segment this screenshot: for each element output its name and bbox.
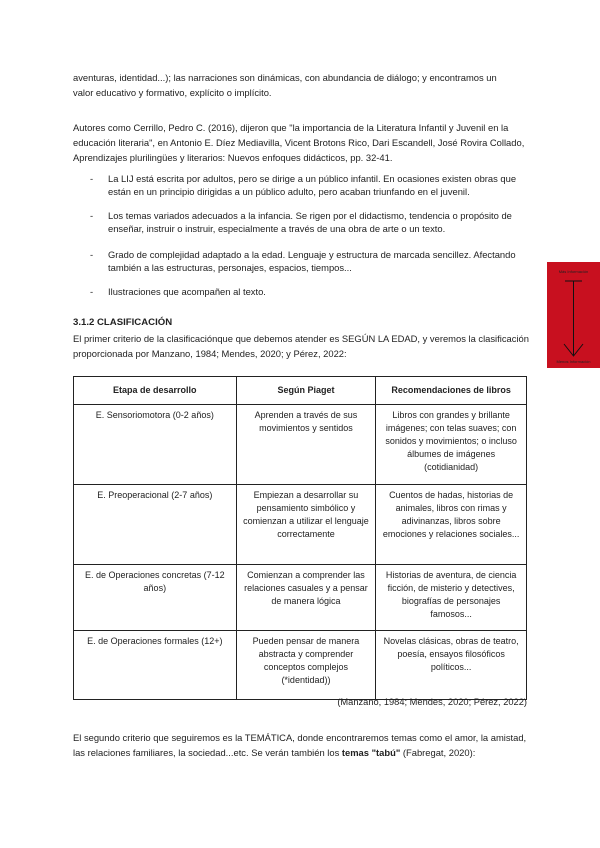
table-cell: Libros con grandes y brillante imágenes; con telas suaves; con sonidos y movimientos; o incluso álbumes de imágenes (cotidianidad) <box>376 405 527 485</box>
section-body: El primer criterio de la clasificaciónque que debemos atender es SEGÚN LA EDAD, y veremos la clasificación proporcionada por Manzano, 1984; Mendes, 2020; y Pérez, 2022: <box>73 333 529 359</box>
table-row <box>74 485 527 565</box>
intro-line-1: aventuras, identidad...); las narraciones son dinámicas, con abundancia de diálogo; y encontramos un <box>73 72 497 83</box>
table-cell: E. de Operaciones concretas (7-12 años) <box>74 565 237 631</box>
bullet-item <box>90 285 535 298</box>
side-tab-bottom-label: Menos Información <box>556 359 591 364</box>
side-tab-top-label: Más Información <box>558 269 589 274</box>
table-row <box>74 405 527 485</box>
bullet-text: Ilustraciones que acompañen al texto. <box>108 286 266 297</box>
closing-text-end: (Fabregat, 2020): <box>400 747 476 758</box>
bullet-dash: - <box>90 249 94 260</box>
bullet-dash: - <box>90 210 94 221</box>
bullet-item <box>90 172 535 198</box>
table-row <box>74 631 527 700</box>
bullet-dash: - <box>90 286 94 297</box>
table-header: Según Piaget <box>236 377 376 405</box>
table-cell: Aprenden a través de sus movimientos y sentidos <box>236 405 376 485</box>
bullet-text: Grado de complejidad adaptado a la edad. Lenguaje y estructura de marcada sencillez. Afectando también a las estructuras, personajes, espacios, tiempos... <box>108 249 516 273</box>
table-cell: E. Preoperacional (2-7 años) <box>74 485 237 565</box>
table-header: Etapa de desarrollo <box>74 377 237 405</box>
bullet-dash: - <box>90 173 94 184</box>
closing-bold-text: temas "tabú" <box>341 747 401 758</box>
side-info-tab[interactable] <box>547 262 600 368</box>
intro-paragraph <box>73 70 533 100</box>
table-row <box>74 565 527 631</box>
authors-paragraph: Autores como Cerrillo, Pedro C. (2016), dijeron que "la importancia de la Literatura Infantil y Juvenil en la educación literaria", en Antonio E. Díez Mediavilla, Vicent Brotons Rico, Dari Escandell, José Rovira Collado, Aprendizajes plurilingües y literarios: Nuevos enfoques didácticos, pp. 32-41. <box>73 122 525 163</box>
development-stages-table <box>73 376 527 700</box>
bullet-text: Los temas variados adecuados a la infancia. Se rigen por el didactismo, tendencia o propósito de enseñar, instruir o instruir, especialmente a través de una obra de arte o un texto. <box>108 210 512 234</box>
closing-text: El segundo criterio que seguiremos es la TEMÁTICA, donde encontraremos temas como el amor, la amistad, las relaciones familiares, la sociedad...etc. Se verán también los <box>73 732 527 758</box>
table-cell: E. de Operaciones formales (12+) <box>74 631 237 700</box>
bullet-text: La LIJ está escrita por adultos, pero se dirige a un público infantil. En ocasiones existen obras que están en un principio dirigidas a un público adulto, pero acaban triunfando en el juvenil. <box>108 173 517 197</box>
down-arrow-icon <box>547 262 600 368</box>
bullet-item <box>90 248 535 274</box>
table-cell: Empiezan a desarrollar su pensamiento simbólico y comienzan a utilizar el lenguaje correctamente <box>236 485 376 565</box>
intro-line-2: valor educativo y formativo, explícito o implícito. <box>73 87 272 98</box>
table-cell: Historias de aventura, de ciencia ficción, de misterio y detectives, biografías de personajes famosos... <box>376 565 527 631</box>
bullet-item <box>90 209 535 235</box>
table-cell: Cuentos de hadas, historias de animales, libros con rimas y adivinanzas, libros sobre emociones y relaciones sociales... <box>376 485 527 565</box>
table-cell: Novelas clásicas, obras de teatro, poesía, ensayos filosóficos políticos... <box>376 631 527 700</box>
table-cell: Pueden pensar de manera abstracta y comprender conceptos complejos (*identidad)) <box>236 631 376 700</box>
table-header-row <box>74 377 527 405</box>
table-cell: E. Sensoriomotora (0-2 años) <box>74 405 237 485</box>
table-cell: Comienzan a comprender las relaciones casuales y a pensar de manera lógica <box>236 565 376 631</box>
closing-paragraph <box>73 730 533 760</box>
section-heading: 3.1.2 CLASIFICACIÓN <box>73 317 173 328</box>
table-header: Recomendaciones de libros <box>376 377 527 405</box>
table-citation: (Manzano, 1984; Mendes, 2020; Pérez, 2022) <box>337 697 527 707</box>
